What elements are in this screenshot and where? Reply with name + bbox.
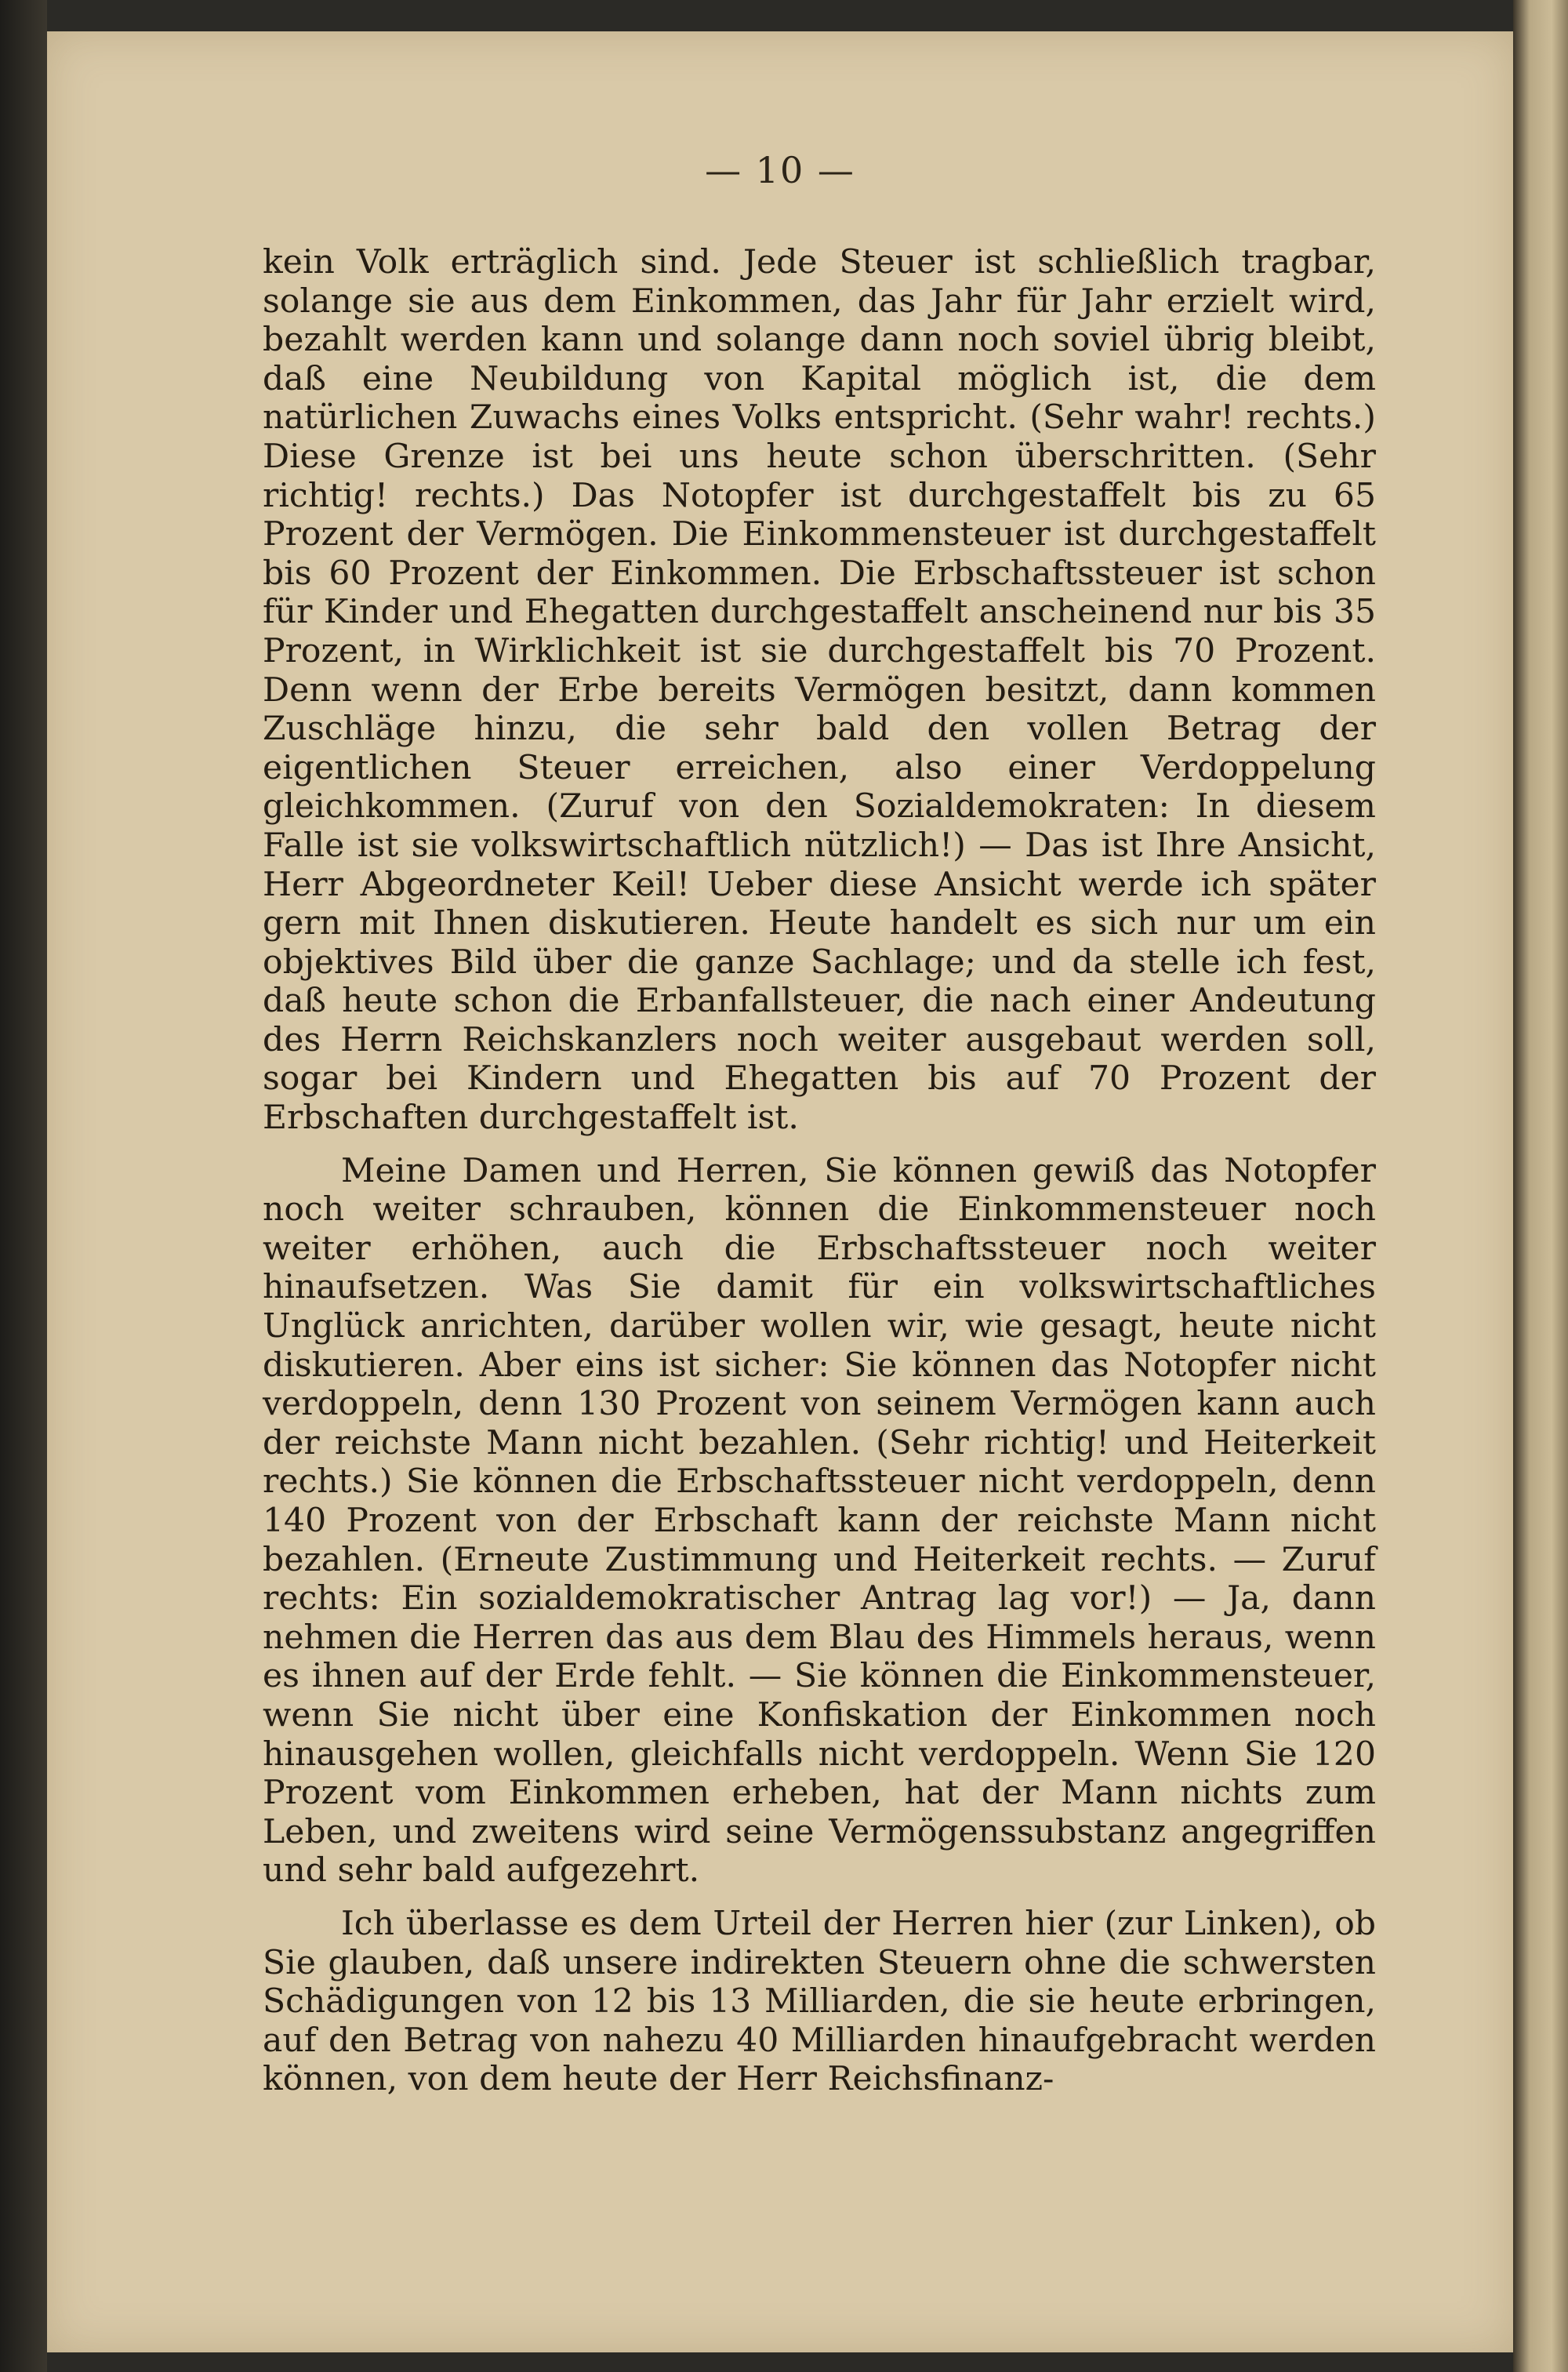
paragraph-1: kein Volk erträglich sind. Jede Steuer ist schließlich tragbar, solange sie aus dem Einkommen, das Jahr für Jahr erzielt wird, bezahlt werden kann und solange dann noch soviel übrig bleibt, daß eine Neubildung von Kapital möglich ist, die dem natürlichen Zuwachs eines Volks entspricht. (Sehr wahr! rechts.) Diese Grenze ist bei uns heute schon überschritten. (Sehr richtig! rechts.) Das Notopfer ist durchgestaffelt bis zu 65 Prozent der Vermögen. Die Einkommensteuer ist durchgestaffelt bis 60 Prozent der Einkommen. Die Erbschaftssteuer ist schon für Kinder und Ehegatten durchgestaffelt anscheinend nur bis 35 Prozent, in Wirklichkeit ist sie durchgestaffelt bis 70 Prozent. Denn wenn der Erbe bereits Vermögen besitzt, dann kommen Zuschläge hinzu, die sehr bald den vollen Betrag der eigentlichen Steuer erreichen, also einer Verdoppelung gleichkommen. (Zuruf von den Sozialdemokraten: In diesem Falle ist sie volkswirtschaftlich nützlich!) — Das ist Ihre Ansicht, Herr Abgeordneter Keil! Ueber diese Ansicht werde ich später gern mit Ihnen diskutieren. Heute handelt es sich nur um ein objektives Bild über die ganze Sachlage; und da stelle ich fest, daß heute schon die Erbanfallsteuer, die nach einer Andeutung des Herrn Reichskanzlers noch weiter ausgebaut werden soll, sogar bei Kindern und Ehegatten bis auf 70 Prozent der Erbschaften durchgestaffelt ist. (263, 243, 1376, 1138)
body-text (263, 243, 1376, 2099)
book-page (47, 31, 1513, 2352)
page-number: — 10 — (705, 149, 855, 191)
paragraph-2: Meine Damen und Herren, Sie können gewiß das Notopfer noch weiter schrauben, können die Einkommensteuer noch weiter erhöhen, auch die Erbschaftssteuer noch weiter hinaufsetzen. Was Sie damit für ein volkswirtschaftliches Unglück anrichten, darüber wollen wir, wie gesagt, heute nicht diskutieren. Aber eins ist sicher: Sie können das Notopfer nicht verdoppeln, denn 130 Prozent von seinem Vermögen kann auch der reichste Mann nicht bezahlen. (Sehr richtig! und Heiterkeit rechts.) Sie können die Erbschaftssteuer nicht verdoppeln, denn 140 Prozent von der Erbschaft kann der reichste Mann nicht bezahlen. (Erneute Zustimmung und Heiterkeit rechts. — Zuruf rechts: Ein sozialdemokratischer Antrag lag vor!) — Ja, dann nehmen die Herren das aus dem Blau des Himmels heraus, wenn es ihnen auf der Erde fehlt. — Sie können die Einkommensteuer, wenn Sie nicht über eine Konfiskation der Einkommen noch hinausgehen wollen, gleichfalls nicht verdoppeln. Wenn Sie 120 Prozent vom Einkommen erheben, hat der Mann nichts zum Leben, und zweitens wird seine Vermögenssubstanz angegriffen und sehr bald aufgezehrt. (263, 1151, 1376, 1891)
paragraph-3: Ich überlasse es dem Urteil der Herren hier (zur Linken), ob Sie glauben, daß unsere indirekten Steuern ohne die schwersten Schädigungen von 12 bis 13 Milliarden, die sie heute erbringen, auf den Betrag von nahezu 40 Milliarden hinaufgebracht werden können, von dem heute der Herr Reichsfinanz- (263, 1904, 1376, 2099)
scan-left-edge (0, 0, 47, 2372)
next-page-edge (1513, 0, 1568, 2372)
